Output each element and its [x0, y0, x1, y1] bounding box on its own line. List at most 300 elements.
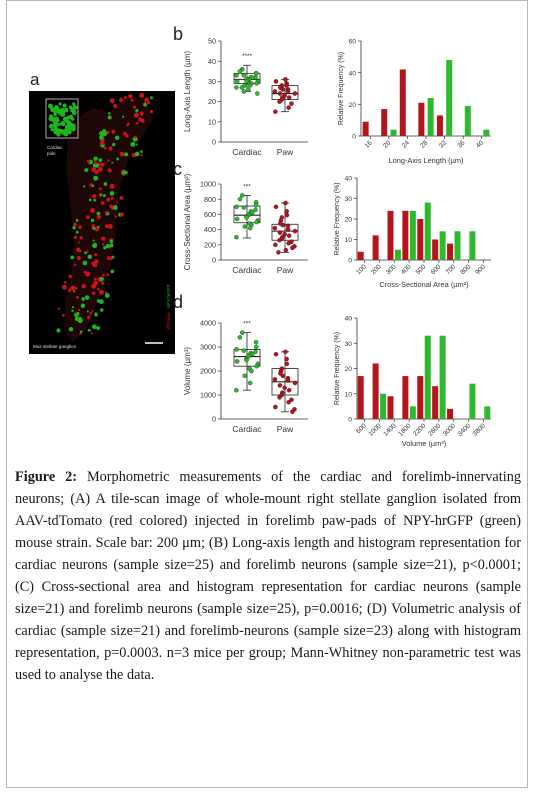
data-point [243, 224, 247, 228]
data-point [277, 100, 281, 104]
data-point [277, 395, 281, 399]
red-cell [70, 285, 75, 290]
green-cell [110, 191, 115, 196]
y-tick-label: 0 [348, 257, 352, 265]
y-tick-label: 20 [344, 216, 352, 224]
green-cell [103, 246, 106, 249]
red-cell [78, 225, 82, 229]
histogram-bar [388, 396, 394, 419]
caption-paragraph [15, 466, 521, 686]
green-cell [68, 128, 71, 131]
red-cell [101, 237, 105, 241]
caption-text: Morphometric measurements of the cardiac and forelimb-innervating neurons; (A) A tile-scan image of whole-mount right stellate ganglion isolated from AAV-tdTomato (red colored) injected in forelimb paw-pads of NPY-hrGFP (green) mouse strain. Scale bar: 200 μm; (B) Long-axis length and histogram representation for cardiac neurons (sample size=25) and forelimb neurons (sample size=21), p<0.0001; (C) Cross-sectional area and histogram representation for cardiac neurons (sample size=21) and forelimb neurons (sample size=25), p=0.0016; (D) Volumetric analysis of cardiac (sample size=21) and forelimb-neurons (sample size=23) along with histogram representation, p=0.0003. n=3 mice per group; Mann-Whitney non-parametric test was used to analyse the data. [15, 469, 521, 684]
red-cell [115, 215, 117, 217]
data-point [286, 228, 290, 232]
histogram-bar [432, 240, 438, 261]
red-cell [90, 312, 93, 315]
green-cell [50, 128, 53, 131]
green-cell [72, 306, 74, 308]
data-point [238, 197, 242, 201]
histogram-bar [380, 394, 386, 419]
cardiac-pole-label-2: pole [47, 151, 56, 156]
histogram-bar [400, 70, 406, 137]
data-point [273, 110, 277, 114]
x-tick-label: 32 [437, 139, 448, 150]
red-cell [101, 201, 105, 205]
green-cell [72, 226, 75, 229]
green-cell [111, 162, 113, 164]
green-cell [135, 152, 140, 157]
green-cell [71, 124, 75, 128]
y-axis-label: Relative Frequency (%) [334, 182, 341, 256]
chart-c-area-dotplot [183, 173, 308, 275]
red-cell [133, 106, 136, 109]
green-cell [70, 256, 74, 260]
green-cell [110, 269, 114, 273]
histogram-bar [465, 106, 471, 136]
data-point [244, 215, 248, 219]
green-cell [87, 310, 89, 312]
y-tick-label: 400 [204, 225, 216, 235]
y-tick-label: 1000 [200, 390, 216, 400]
caption-label: Figure 2: [15, 469, 78, 485]
green-cell [76, 219, 79, 222]
x-tick-label: 3400 [456, 422, 473, 438]
green-cell [61, 112, 66, 117]
data-point [283, 350, 287, 354]
x-tick-label: 36 [456, 139, 467, 150]
red-cell [86, 250, 89, 253]
green-cell [113, 205, 118, 210]
histogram-bar [469, 231, 475, 260]
data-point [285, 209, 289, 213]
red-cell [91, 332, 93, 334]
data-point [234, 347, 238, 351]
data-point [287, 400, 291, 404]
red-cell [134, 136, 137, 139]
green-cell [94, 313, 98, 317]
green-cell [93, 157, 97, 161]
green-cell [72, 102, 75, 105]
chart-d-volume-histogram [334, 316, 491, 448]
green-cell [54, 129, 59, 134]
x-axis-label: Cross-Sectional Area (µm²) [379, 280, 469, 289]
red-cell [79, 332, 81, 334]
red-cell [92, 310, 94, 312]
x-tick-label: 300 [384, 263, 398, 277]
red-cell [128, 94, 132, 98]
data-point [255, 81, 259, 85]
green-cell [76, 231, 79, 234]
green-cell [69, 115, 73, 119]
green-cell [99, 158, 103, 162]
data-point [235, 79, 239, 83]
red-cell [108, 224, 113, 229]
green-cell [81, 304, 85, 308]
red-cell [91, 167, 96, 172]
y-tick-label: 2000 [200, 366, 216, 376]
data-point [273, 405, 277, 409]
data-point [287, 95, 291, 99]
red-cell [94, 161, 97, 164]
red-cell [100, 163, 104, 167]
green-cell [69, 327, 73, 331]
x-axis-label: Volume (µm³) [401, 439, 447, 448]
y-tick-label: 0 [348, 416, 352, 424]
significance-marker: **** [241, 53, 253, 61]
y-tick-label: 0 [352, 133, 356, 141]
histogram-bar [381, 109, 387, 136]
data-point [285, 362, 289, 366]
data-point [286, 224, 290, 228]
histogram-bar [428, 98, 434, 136]
data-point [283, 77, 287, 81]
green-cell [53, 125, 56, 128]
histogram-bar [455, 231, 461, 260]
red-cell [92, 291, 96, 295]
red-cell [138, 117, 142, 121]
vertical-label-green: NPY-hrGFP [166, 284, 171, 308]
green-cell [92, 324, 97, 329]
green-cell [140, 150, 143, 153]
red-cell [123, 132, 127, 136]
green-cell [136, 143, 138, 145]
data-point [293, 91, 297, 95]
histogram-bar [358, 252, 364, 260]
y-axis-label: Long-Axis Length (µm) [183, 50, 192, 133]
y-tick-label: 30 [208, 77, 216, 86]
x-tick-label: 600 [355, 422, 368, 436]
data-point [234, 205, 238, 209]
x-axis-label: Long-Axis Length (µm) [388, 156, 464, 165]
histogram-bar [437, 115, 443, 136]
x-tick-label: 1000 [367, 422, 383, 438]
green-cell [78, 317, 83, 322]
significance-marker: *** [243, 320, 251, 328]
red-cell [94, 264, 98, 268]
histogram-bar [417, 376, 423, 419]
data-point [290, 246, 294, 250]
red-cell [78, 309, 80, 311]
data-point [248, 381, 252, 385]
data-point [273, 243, 277, 247]
red-cell [134, 113, 139, 118]
green-cell [72, 109, 75, 112]
red-cell [119, 98, 123, 102]
red-cell [77, 256, 81, 260]
red-cell [102, 274, 105, 277]
y-axis-label: Relative Frequency (%) [334, 331, 341, 406]
red-cell [106, 198, 110, 202]
x-tick-label: 16 [363, 139, 374, 150]
histogram-bar [418, 103, 424, 136]
red-cell [74, 236, 77, 239]
data-point [243, 374, 247, 378]
red-cell [102, 243, 104, 245]
red-cell [75, 287, 78, 290]
histogram-bar [469, 384, 475, 419]
data-point [234, 235, 238, 239]
red-cell [140, 111, 144, 115]
y-tick-label: 0 [212, 255, 216, 265]
y-tick-label: 50 [208, 36, 216, 46]
cardiac-pole-label-1: Cardiac [47, 145, 63, 150]
data-point [284, 248, 288, 252]
x-tick-label: 3000 [441, 422, 458, 438]
y-tick-label: 40 [348, 70, 356, 78]
data-point [287, 106, 291, 110]
red-cell [99, 187, 102, 190]
green-cell [51, 117, 56, 122]
green-cell [64, 108, 69, 113]
red-cell [99, 290, 104, 295]
data-point [242, 349, 246, 353]
x-tick-label: 900 [474, 263, 487, 277]
y-axis-label: Volume (µm³) [183, 346, 192, 396]
red-cell [94, 259, 99, 264]
histogram-bar [447, 244, 453, 260]
green-cell [62, 103, 66, 107]
red-cell [109, 256, 113, 260]
data-point [240, 193, 244, 197]
red-cell [120, 212, 124, 216]
data-point [287, 388, 291, 392]
data-point [285, 213, 289, 217]
green-cell [93, 176, 98, 181]
y-tick-label: 200 [204, 240, 216, 250]
green-cell [91, 219, 95, 223]
red-cell [111, 197, 114, 200]
data-point [240, 85, 244, 89]
green-cell [83, 261, 88, 266]
data-point [287, 234, 291, 238]
x-category-label: Cardiac [232, 424, 262, 434]
x-tick-label: 3800 [471, 422, 487, 438]
green-cell [50, 107, 55, 112]
green-cell [93, 199, 96, 202]
histogram-bar [391, 130, 397, 136]
x-tick-label: 400 [399, 263, 413, 277]
data-point [277, 238, 281, 242]
green-cell [59, 102, 62, 105]
data-point [273, 226, 277, 230]
red-cell [144, 98, 148, 102]
histogram-bar [363, 122, 369, 136]
data-point [278, 91, 282, 95]
red-cell [104, 147, 107, 150]
histogram-bar [373, 235, 379, 260]
green-cell [89, 199, 92, 202]
data-point [242, 89, 246, 93]
green-cell [73, 290, 75, 292]
green-cell [116, 158, 119, 161]
green-cell [122, 116, 124, 118]
red-cell [120, 196, 124, 200]
data-point [254, 71, 258, 75]
data-point [290, 410, 294, 414]
red-cell [86, 215, 90, 219]
red-cell [79, 250, 82, 253]
red-cell [90, 208, 95, 213]
stellate-ganglion-image [29, 91, 175, 354]
histogram-bar [446, 60, 452, 136]
green-cell [102, 129, 106, 133]
red-cell [92, 194, 96, 198]
data-point [255, 220, 259, 224]
green-cell [77, 312, 80, 315]
y-tick-label: 600 [204, 210, 216, 219]
data-point [255, 91, 259, 95]
green-cell [115, 136, 120, 141]
data-point [234, 73, 238, 77]
red-cell [123, 174, 125, 176]
data-point [293, 229, 297, 233]
red-cell [98, 167, 103, 172]
red-cell [113, 104, 117, 108]
red-cell [116, 201, 118, 203]
red-cell [105, 211, 108, 214]
x-category-label: Paw [276, 265, 294, 275]
y-tick-label: 10 [344, 237, 352, 245]
green-cell [124, 171, 128, 175]
data-point [242, 205, 246, 209]
data-point [246, 87, 250, 91]
data-point [273, 377, 277, 381]
green-cell [124, 152, 128, 156]
red-cell [78, 241, 80, 243]
red-cell [94, 278, 97, 281]
green-cell [105, 293, 110, 298]
histogram-bar [402, 376, 408, 419]
x-tick-label: 1400 [382, 422, 398, 438]
panel-b-label: b [173, 24, 184, 44]
green-cell [100, 194, 102, 196]
histogram-bar [402, 211, 408, 260]
red-cell [120, 152, 125, 157]
x-category-label: Cardiac [232, 147, 262, 157]
green-cell [56, 328, 60, 332]
y-tick-label: 10 [208, 117, 216, 127]
data-point [242, 73, 246, 77]
histogram-bar [483, 130, 489, 136]
x-tick-label: 2600 [426, 422, 443, 438]
histogram-bar [410, 406, 416, 419]
red-cell [106, 273, 109, 276]
data-point [281, 374, 285, 378]
y-tick-label: 800 [204, 194, 216, 204]
x-tick-label: 100 [355, 263, 368, 277]
red-cell [94, 253, 97, 256]
data-point [281, 223, 285, 227]
data-point [286, 379, 290, 383]
data-point [234, 85, 238, 89]
green-cell [81, 297, 85, 301]
red-cell [94, 281, 99, 286]
green-cell [143, 103, 147, 107]
data-point [285, 357, 289, 361]
data-point [283, 386, 287, 390]
x-tick-label: 500 [414, 263, 428, 277]
data-point [254, 203, 258, 207]
histogram-bar [440, 231, 446, 260]
green-cell [97, 299, 101, 303]
histogram-bar [358, 376, 364, 419]
green-cell [110, 243, 114, 247]
red-cell [87, 316, 90, 319]
green-cell [71, 310, 73, 312]
histogram-bar [388, 211, 394, 260]
red-cell [91, 224, 94, 227]
x-tick-label: 800 [459, 263, 473, 277]
data-point [276, 250, 280, 254]
red-cell [62, 285, 67, 290]
x-tick-label: 200 [370, 263, 383, 277]
data-point [289, 102, 293, 106]
x-tick-label: 20 [382, 139, 393, 150]
figure-caption [6, 462, 528, 788]
data-point [281, 87, 285, 91]
red-cell [110, 98, 115, 103]
y-tick-label: 60 [348, 38, 356, 46]
histogram-bar [417, 219, 423, 260]
red-cell [76, 296, 79, 299]
red-cell [101, 282, 104, 285]
green-cell [88, 329, 91, 332]
y-tick-label: 4000 [200, 318, 216, 328]
green-cell [61, 122, 65, 126]
green-cell [103, 194, 106, 197]
red-cell [127, 122, 129, 124]
green-cell [108, 112, 110, 114]
x-tick-label: 24 [400, 139, 411, 150]
red-cell [110, 184, 115, 189]
data-point [286, 89, 290, 93]
red-cell [136, 122, 139, 125]
data-point [274, 205, 278, 209]
red-cell [97, 215, 102, 220]
data-point [278, 231, 282, 235]
red-cell [74, 264, 76, 266]
y-tick-label: 0 [212, 137, 216, 147]
data-point [244, 358, 248, 362]
image-bottom-label: Mus stellate ganglion [33, 344, 77, 349]
green-cell [97, 226, 99, 228]
x-category-label: Cardiac [232, 265, 262, 275]
chart-b-long-axis-histogram [338, 39, 491, 165]
histogram-bar [432, 386, 438, 419]
y-tick-label: 40 [344, 175, 352, 183]
data-point [274, 352, 278, 356]
data-point [240, 331, 244, 335]
y-tick-label: 0 [212, 414, 216, 424]
panel-c-label: c [173, 159, 182, 179]
data-point [253, 208, 257, 212]
data-point [283, 201, 287, 205]
histogram-bar [447, 409, 453, 419]
chart-b-long-axis-dotplot [183, 37, 308, 157]
histogram-bar [440, 336, 446, 419]
data-point [248, 226, 252, 230]
y-tick-label: 20 [348, 101, 356, 109]
data-point [274, 79, 278, 83]
red-cell [108, 168, 112, 172]
data-point [234, 388, 238, 392]
panel-a-label: a [30, 70, 40, 89]
red-cell [139, 93, 144, 98]
red-cell [100, 140, 105, 145]
red-cell [107, 159, 109, 161]
y-tick-label: 30 [344, 340, 352, 348]
